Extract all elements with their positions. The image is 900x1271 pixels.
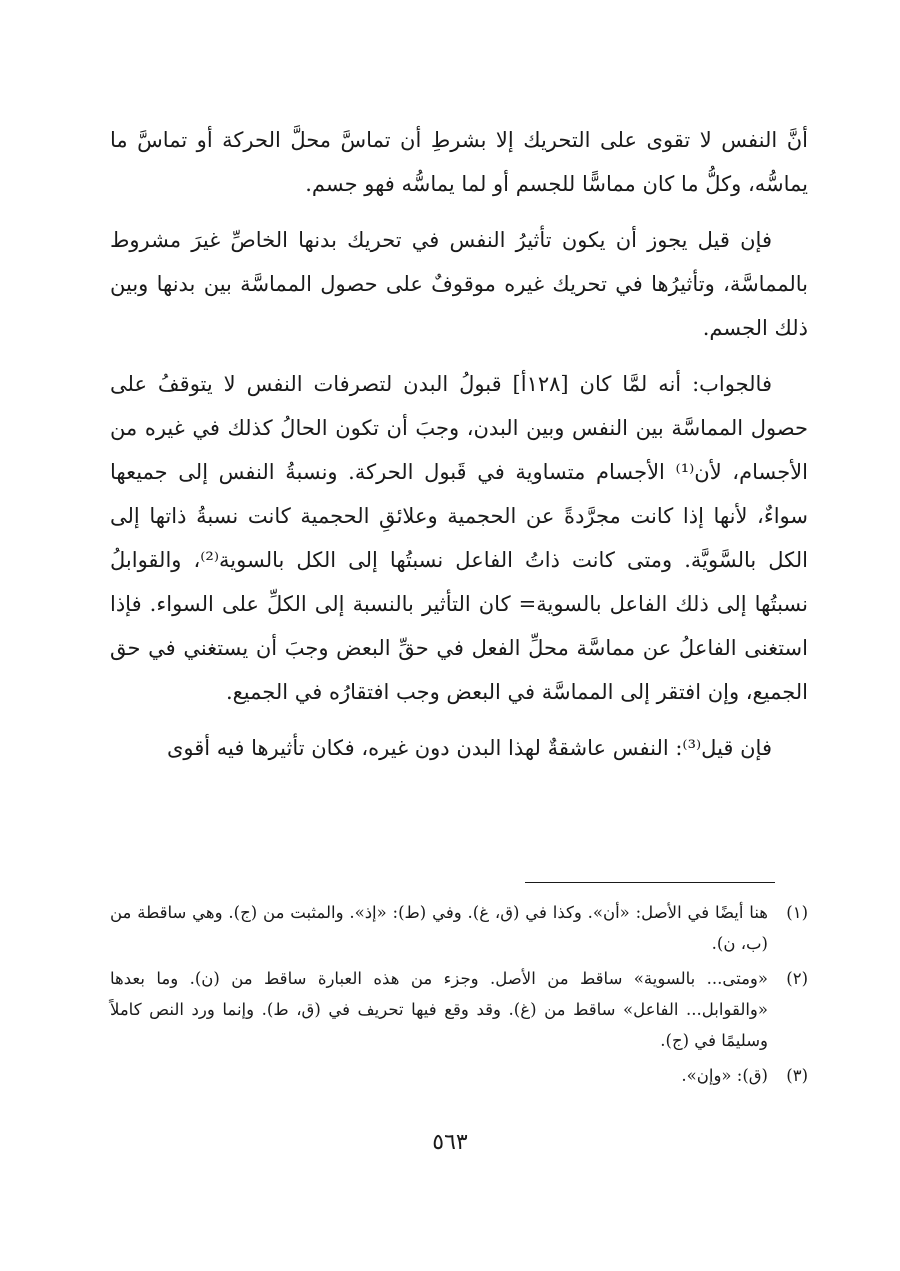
footnote-number: (١) [786, 903, 808, 922]
footnotes [110, 897, 808, 1095]
footnote-text: «ومتى... بالسوية» ساقط من الأصل. وجزء من هذه العبارة ساقط من (ن). وما بعدها «والقوابل... الفاعل» ساقط من (غ). وقد وقع فيها تحريف في (ق، ط). وإنما ورد النص كاملاً وسليمًا في (ج). [110, 969, 768, 1050]
paragraph-2: فإن قيل يجوز أن يكون تأثيرُ النفس في تحريك بدنها الخاصِّ غيرَ مشروط بالمماسَّة، وتأثيرُها في تحريك غيره موقوفٌ على حصول المماسَّة بين بدنها وبين ذلك الجسم. [110, 228, 808, 340]
footnote-2 [110, 963, 808, 1056]
paragraph-4: فإن قيل⁽³⁾: النفس عاشقةٌ لهذا البدن دون غيره، فكان تأثيرها فيه أقوى [166, 736, 772, 760]
footnote-1 [110, 897, 808, 959]
paragraph-3: فالجواب: أنه لمَّا كان [١٢٨أ] قبولُ البدن لتصرفات النفس لا يتوقفُ على حصول المماسَّة بين النفس وبين البدن، وجبَ أن تكون الحالُ كذلك في غيره من الأجسام، لأن⁽¹⁾ الأجسام متساوية في قَبول الحركة. ونسبةُ النفس إلى جميعها سواءٌ، لأنها إذا كانت مجرَّدةً عن الحجمية وعلائقِ الحجمية كانت نسبةُ ذاتها إلى الكل بالسَّويَّة. ومتى كانت ذاتُ الفاعل نسبتُها إلى الكل بالسوية⁽²⁾، والقوابلُ نسبتُها إلى ذلك الفاعل بالسوية= كان التأثير بالنسبة إلى الكلِّ على السواء. فإذا استغنى الفاعلُ عن مماسَّة محلِّ الفعل في حقِّ البعض وجبَ أن يستغني في حق الجميع، وإن افتقر إلى المماسَّة في البعض وجب افتقارُه في الجميع. [110, 372, 808, 704]
paragraph-1: أنَّ النفس لا تقوى على التحريك إلا بشرطِ أن تماسَّ محلَّ الحركة أو تماسَّ ما يماسُّه، وكلُّ ما كان مماسًّا للجسم أو لما يماسُّه فهو جسم. [110, 128, 808, 196]
footnote-3 [110, 1060, 808, 1091]
footnote-text: (ق): «وإن». [681, 1066, 768, 1085]
main-text [110, 118, 808, 782]
footnote-divider [525, 882, 775, 883]
footnote-text: هنا أيضًا في الأصل: «أن». وكذا في (ق، غ). وفي (ط): «إذ». والمثبت من (ج). وهي ساقطة من (ب، ن). [110, 903, 768, 953]
page-number: ٥٦٣ [432, 1130, 468, 1155]
footnote-number: (٢) [786, 969, 808, 988]
footnote-number: (٣) [786, 1066, 808, 1085]
